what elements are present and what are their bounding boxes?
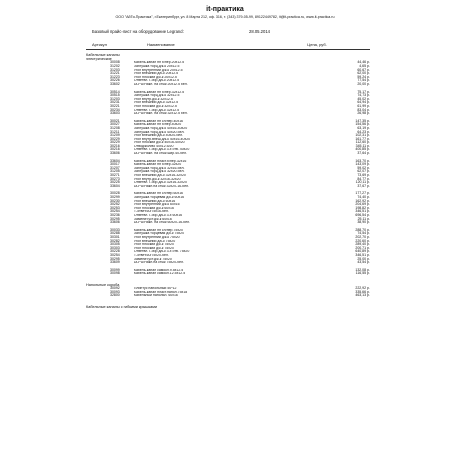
product-price: 161,77 р. <box>355 136 370 141</box>
product-name: Ответвл.Т-обр.д/к-к 3-х 60х16 <box>133 213 183 217</box>
table-row <box>80 83 370 87</box>
article-code: 30033 <box>110 227 120 232</box>
product-price: 204,69 р. <box>355 202 370 207</box>
product-group <box>80 120 370 156</box>
article-code: 33609 <box>110 260 120 265</box>
product-price: 102,31 р. <box>355 133 370 138</box>
article-code: 30282 <box>110 238 120 243</box>
product-name: Кабель-канал пп б/пер.40х20 <box>133 123 182 127</box>
product-name: Угол внутренний д/к-к 75х20 <box>133 235 180 239</box>
product-name: Заглушка торцевая д/к-к 60х16 <box>133 196 185 199</box>
document-header <box>80 29 370 35</box>
product-name: Кабель-канал пласт.б/пер.32х16 <box>133 159 187 163</box>
article-code: 30515 <box>110 93 120 98</box>
table-row <box>80 185 370 189</box>
product-price: 198,82 р. <box>355 205 370 210</box>
article-code: 30008 <box>110 60 120 65</box>
product-name: Ответвл.Т-обр.д/к-к 32х12.5 <box>133 108 180 112</box>
product-price: 335,66 р. <box>355 289 370 294</box>
section-title: Кабельные каналы <box>86 53 120 57</box>
article-code: 31223 <box>110 74 120 79</box>
article-code: 30098 <box>110 271 120 276</box>
product-price: 73,69 р. <box>357 173 370 178</box>
article-code: 31203 <box>110 67 120 72</box>
product-price: 202,70 р. <box>355 234 370 239</box>
product-price: 120,11 р. <box>355 180 370 185</box>
product-name: Заглушка торц.д/к-к 32х16-бел. <box>133 166 185 170</box>
column-header-name: Наименование <box>147 42 175 47</box>
article-code: 30017 <box>110 162 120 167</box>
product-name: Т-ответ.60/75х16-бел. <box>133 210 169 214</box>
article-code: 30236 <box>110 212 120 217</box>
article-code: 30299 <box>110 195 120 199</box>
section-subtitle: электрические <box>86 57 112 62</box>
article-code: 30027 <box>110 122 120 127</box>
product-price: 44,46 р. <box>357 60 370 65</box>
product-price: 74,54 р. <box>357 231 370 236</box>
product-name: Ответвл.Т-обр.д/к-к 32х16-32х20 <box>133 181 187 185</box>
article-code: 30295 <box>110 256 120 261</box>
product-name: DLPU/Накл. на стык 60х20-16-бел. <box>133 221 191 225</box>
article-code: 30305 <box>110 242 120 247</box>
product-price: 37,64 р. <box>357 151 370 156</box>
product-price: 346,51 р. <box>355 252 370 257</box>
product-price: 4,65 р. <box>359 64 370 68</box>
product-price: 222,92 р. <box>355 286 370 291</box>
article-code: 33604 <box>110 183 120 188</box>
article-code: 30303 <box>110 245 120 250</box>
product-price: 62,00 р. <box>357 71 370 76</box>
table-row <box>80 152 370 156</box>
product-price: 162,92 р. <box>355 198 370 203</box>
product-name: Ответвл.Т-обр.д/к-к 3-х отв. 40х20 <box>133 148 190 152</box>
header-divider <box>86 49 370 50</box>
article-code: 31203 <box>110 96 120 101</box>
product-name: Плинтус напольный 50*12 <box>133 287 177 291</box>
product-name: DLPU/Накл. на стык 32х12.5 бел. <box>133 112 188 116</box>
article-code: 31209 <box>110 133 120 138</box>
product-price: 43,54 р. <box>357 260 370 265</box>
article-code: 30295 <box>110 216 120 221</box>
product-price: 200,71 р. <box>355 245 370 250</box>
article-code: 30273 <box>110 176 120 181</box>
product-price: 64,94 р. <box>357 100 370 105</box>
product-price: 45,02 р. <box>357 96 370 101</box>
product-price: 463,13 р. <box>355 293 370 298</box>
article-code: 30254 <box>110 209 120 214</box>
product-group <box>80 160 370 189</box>
product-group <box>80 269 370 276</box>
product-price: 38,90 р. <box>357 220 370 225</box>
article-code: 30021 <box>110 118 120 123</box>
article-code: 30514 <box>110 89 120 94</box>
product-name: Кабельный напольн. 60х16 <box>133 294 178 298</box>
product-name: DLPU/Накл.на стык 75х20-бел. <box>133 261 185 265</box>
product-price: 26,98 р. <box>357 111 370 116</box>
product-name: Угол внутренний д/к-к 20х12.5 <box>133 68 183 72</box>
article-code: 30216 <box>110 143 120 148</box>
article-code: 31208 <box>110 125 120 130</box>
article-code: 30271 <box>110 173 120 178</box>
product-price: 74,40 р. <box>357 195 370 199</box>
product-price: 75,17 р. <box>357 89 370 94</box>
product-name: Угол плоский д/к-к 32х12.5 <box>133 104 177 108</box>
article-code: 30216 <box>110 147 120 152</box>
article-code: 30092 <box>110 286 120 291</box>
product-name: Угол внешний д/к-к 75х20 <box>133 239 176 243</box>
product-price: 62,07 р. <box>357 169 370 174</box>
article-code: 30254 <box>110 252 120 257</box>
article-code: 31211 <box>110 129 120 134</box>
article-code: 30230 <box>110 198 120 203</box>
product-name: Кабель-канал самокл.12.5х12.5 <box>133 272 186 276</box>
product-price: 63,19 р. <box>357 125 370 130</box>
product-name: Угол внутренний д/к-к 60х16 <box>133 203 180 207</box>
company-contacts: ООО "АйТи-Практика", г.Екатеринбург, ул. 8 Марта 212, оф. 316, т. (343) 379-05-99, 89122449782, it@it-practica.ru, www.it-practica.ru <box>115 15 335 19</box>
product-name: Угол плоский д/к-к 40х16-40х20 <box>133 141 185 145</box>
article-code: 33602 <box>110 81 120 86</box>
article-code: 30231 <box>110 100 120 105</box>
product-name: Заглушка торц.д/к-к 32х12.5 <box>133 94 180 98</box>
product-name: Угол внутр.д/к-к 32х16-32х20 <box>133 177 181 181</box>
article-code: 30229 <box>110 136 120 141</box>
product-name: Заменит.уст.д/к-к 60х16 <box>133 217 172 221</box>
product-price: 346,51 р. <box>355 209 370 214</box>
table-row <box>80 294 370 298</box>
article-code: 31207 <box>110 165 120 170</box>
article-code: 30225 <box>110 180 120 185</box>
product-name: Заглушка торц.д/к-к 20х12.5 <box>133 65 180 68</box>
column-header-price: Цена, руб. <box>307 42 327 47</box>
article-code: 30028 <box>110 191 120 196</box>
product-name: Угол внутр.д/к-к 32х12.5 <box>133 97 173 101</box>
article-code: 33604 <box>110 158 120 163</box>
product-name: Угол внешний д/к-к 60х16 <box>133 199 176 203</box>
table-row <box>80 261 370 265</box>
article-code: 31221 <box>110 71 120 76</box>
product-group <box>80 229 370 265</box>
product-name: Заменит.уст.д/к-к 75х20 <box>133 257 172 261</box>
product-price: 132,08 р. <box>355 267 370 272</box>
product-price: 112,60 р. <box>355 140 370 145</box>
article-code: 32800 <box>110 293 120 298</box>
article-code: 30228 <box>110 249 120 254</box>
article-code: 31205 <box>110 169 120 174</box>
product-price: 147,35 р. <box>355 118 370 123</box>
product-name: Кабель-канал пп б/пер.32х20 <box>133 163 182 167</box>
product-price: 289,40 р. <box>355 242 370 247</box>
product-price: 163,70 р. <box>355 158 370 163</box>
product-name: Угол внешний д/к-к 40х20-бел. <box>133 134 184 138</box>
product-name: Угол внешний д/к-к 32х12.5 <box>133 101 179 105</box>
column-headers <box>80 42 370 48</box>
product-price: 177,27 р. <box>355 191 370 196</box>
product-price: 59,24 р. <box>357 74 370 79</box>
product-group <box>80 61 370 86</box>
article-code: 30288 <box>110 231 120 236</box>
document-title: Базовый прайс-лист на оборудование Legrand: <box>92 29 184 34</box>
product-name: Заглушка торц.д/к-к 32х20-бел. <box>133 170 185 174</box>
table-row <box>80 221 370 225</box>
product-price: 696,54 р. <box>355 212 370 217</box>
product-price: 83,04 р. <box>357 107 370 112</box>
article-code: 30253 <box>110 205 120 210</box>
product-price: 20,00 р. <box>357 81 370 86</box>
price-sections <box>80 53 370 312</box>
article-code: 30229 <box>110 140 120 145</box>
section-spacer <box>80 309 370 312</box>
product-price: 143,09 р. <box>355 162 370 167</box>
brand-logo-text: it-практика <box>206 6 244 13</box>
table-row <box>80 112 370 116</box>
product-name: Заглушка торцевая д/к-к 75х20 <box>133 232 185 236</box>
article-code: 30099 <box>110 267 120 272</box>
product-name: Отвод/кол/во 40х12.5/20 <box>133 144 174 148</box>
product-name: Кабель-канал самокл.9.5х12.5 <box>133 268 184 272</box>
product-price: 400,85 р. <box>355 147 370 152</box>
product-name: Угол внутр.внеш.д/к-к 40х16-40х20 <box>133 137 191 141</box>
product-price: 116,55 р. <box>355 271 370 276</box>
product-name: Угол плоский д/к-к 75х20 <box>133 246 174 250</box>
product-group <box>80 91 370 116</box>
table-row <box>80 272 370 276</box>
product-name: Кабель-канал пп б/пер.20х12.5 <box>133 61 185 65</box>
product-group <box>80 287 370 298</box>
product-price: 59,02 р. <box>357 165 370 170</box>
product-name: Заглушка торц.д/к-к 40х20-бел. <box>133 130 185 134</box>
product-price: 84,77 р. <box>357 176 370 181</box>
article-code: 33606 <box>110 220 120 225</box>
product-name: Кабель-канал пп сл/пер.60х16 <box>133 192 183 196</box>
product-name: Кабель-канал пп б/пер.32х12.5 <box>133 90 185 94</box>
article-code: 30252 <box>110 202 120 207</box>
product-name: Угол плоский д/к-к 20х12.5 <box>133 75 177 79</box>
product-price: 61,99 р. <box>357 103 370 108</box>
section-title: Напольные короба <box>86 282 120 287</box>
article-code: 30226 <box>110 78 120 83</box>
product-name: Ответвл.Т-обр.д/к-к 20х12.5 <box>133 79 180 83</box>
product-price: 25,00 р. <box>357 256 370 261</box>
product-price: 288,70 р. <box>355 227 370 232</box>
section-title: Кабельные каналы с гибкими крышками <box>86 304 158 309</box>
product-name: DLPU/Накл.на стык 32х20-16-бел. <box>133 184 190 188</box>
product-name: Ответвл.Т-обр.д/к-к 3-х отв. 75х20 <box>133 250 190 254</box>
product-price: 345,11 р. <box>355 143 370 148</box>
article-code: 33603 <box>110 111 120 116</box>
product-name: Угол внешний д/к-к 32х16-32х20 <box>133 174 186 178</box>
article-code: 33606 <box>110 151 120 156</box>
product-name: Т-ответ.60/75х20-бел. <box>133 253 169 257</box>
product-price: 64,23 р. <box>357 129 370 134</box>
product-name: DLPU/Накл. на стык шир.40-бел. <box>133 152 188 156</box>
document-date: 28.05.2014 <box>249 29 270 34</box>
article-code: 30301 <box>110 234 120 239</box>
product-name: Кабель-канал пп сл/пер.75х20 <box>133 228 183 232</box>
article-code: 30093 <box>110 289 120 294</box>
product-name: Кабель-канал пп сл/пер.40х16 <box>133 119 183 123</box>
product-price: 640,89 р. <box>355 249 370 254</box>
article-code: 30234 <box>110 107 120 112</box>
product-price: 25,11 р. <box>357 216 370 221</box>
product-name: Угол плоский д/к-к 75х20 <box>133 243 174 247</box>
product-price: 74,73 р. <box>357 93 370 98</box>
product-name: Кабель-канал пласт.напол.75х18 <box>133 290 188 294</box>
product-price: 60,67 р. <box>357 67 370 72</box>
product-price: 220,60 р. <box>355 238 370 243</box>
product-name: Угол плоский д/к-к 60х16 <box>133 206 174 210</box>
product-price: 77,54 р. <box>357 78 370 83</box>
article-code: 31202 <box>110 64 120 68</box>
product-price: 37,67 р. <box>357 183 370 188</box>
product-price: 154,56 р. <box>355 122 370 127</box>
product-name: DLPU/Накл. на стык 20х12.5 бел. <box>133 82 188 86</box>
article-code: 30221 <box>110 103 120 108</box>
product-name: Заглушка торц.д/к-к 40х16-40х20 <box>133 126 188 130</box>
column-header-code: Артикул <box>92 42 107 47</box>
product-group <box>80 192 370 224</box>
product-name: Угол внешний д/к-к 20х12.5 <box>133 72 179 76</box>
